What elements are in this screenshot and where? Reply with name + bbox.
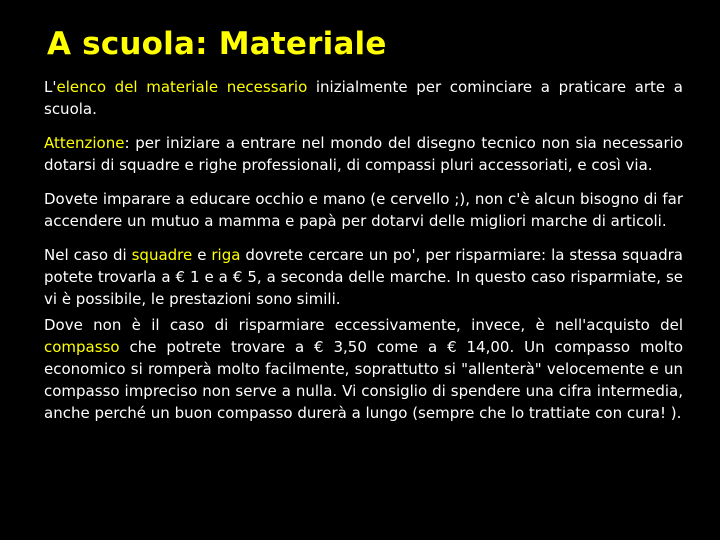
compasso-text-end: che potrete trovare a € 3,50 come a € 14,00. Un compasso molto economico si romperà molto facilmente, soprattutto si "allenterà" velocemente e un compasso impreciso non serve a nulla. Vi consiglio di spendere una cifra intermedia, anche perché un buon compasso durerà a lungo (sempre che lo trattiate con cura! ). <box>44 338 683 422</box>
paragraph-intro <box>44 76 683 120</box>
compasso-text-start: Dove non è il caso di risparmiare eccessivamente, invece, è nell'acquisto del <box>44 316 683 334</box>
paragraph-attention <box>44 132 683 176</box>
paragraph-compasso <box>44 314 683 424</box>
paragraph-squadre <box>44 244 683 310</box>
slide-body <box>44 76 683 424</box>
intro-text-end: inizialmente per cominciare a praticare arte a scuola. <box>44 78 683 118</box>
highlight-compasso: compasso <box>44 338 120 356</box>
squadre-text-end: dovrete cercare un po', per risparmiare: la stessa squadra potete trovarla a € 1 e a € 5, a seconda delle marche. In questo caso risparmiate, se vi è possibile, le prestazioni sono simili. <box>44 246 683 308</box>
highlight-riga: riga <box>211 246 241 264</box>
attention-text: : per iniziare a entrare nel mondo del disegno tecnico non sia necessario dotarsi di squadre e righe professionali, di compassi pluri accessoriati, e così via. <box>44 134 683 174</box>
highlight-materials-list: elenco del materiale necessario <box>56 78 308 96</box>
highlight-squadre: squadre <box>131 246 193 264</box>
intro-text-start: L' <box>44 78 57 96</box>
highlight-attention: Attenzione <box>44 134 125 152</box>
squadre-text-mid: e <box>192 246 212 264</box>
educate-text: Dovete imparare a educare occhio e mano (e cervello ;), non c'è alcun bisogno di far accendere un mutuo a mamma e papà per dotarvi delle migliori marche di articoli. <box>44 190 683 230</box>
squadre-text-start: Nel caso di <box>44 246 132 264</box>
paragraph-educate <box>44 188 683 232</box>
slide-title: A scuola: Materiale <box>47 26 387 62</box>
